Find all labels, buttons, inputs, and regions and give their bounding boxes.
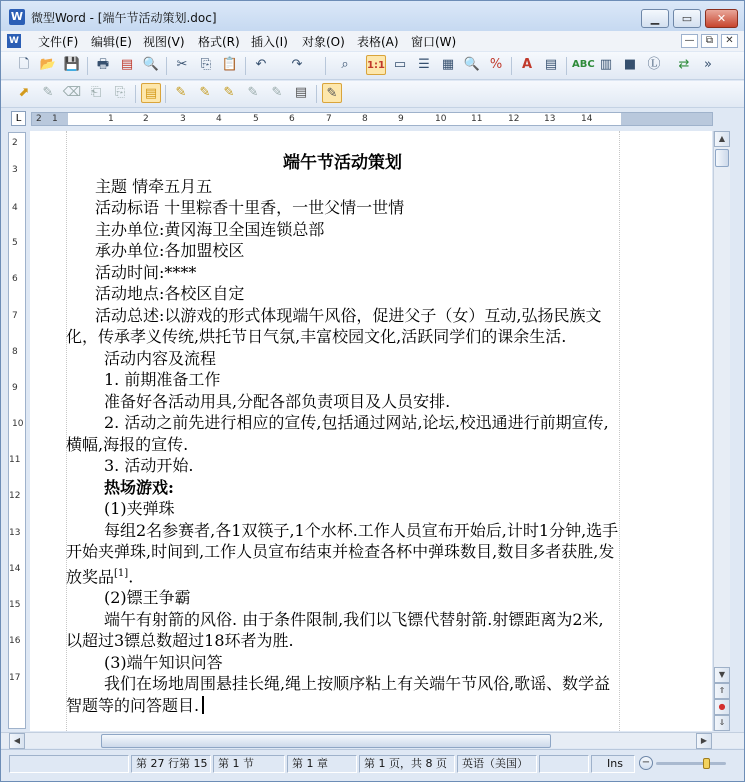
zoom-icon[interactable]: 🔍 (463, 57, 481, 72)
toolbar-separator (325, 57, 326, 75)
window-title: 微型Word - [端午节活动策划.doc] (31, 11, 217, 25)
highlight-icon[interactable]: ▤ (544, 57, 558, 72)
undo-icon[interactable]: ↶ (255, 57, 267, 72)
vertical-scrollbar[interactable] (713, 131, 730, 731)
horizontal-ruler[interactable] (31, 112, 713, 126)
status-line-col: 第 27 行第 15 (131, 755, 211, 773)
vruler-number: 16 (9, 636, 21, 646)
spellcheck-icon[interactable]: ABC (572, 59, 595, 70)
ruler-number: 8 (362, 114, 368, 124)
minimize-button[interactable]: ▁ (641, 9, 669, 28)
ruler-number: 7 (326, 114, 332, 124)
copy-icon[interactable]: ⎘ (200, 57, 212, 72)
doc-restore-button[interactable]: ⧉ (701, 34, 718, 48)
ruler-number: 2 (36, 114, 42, 124)
scroll-up-button[interactable]: ▲ (714, 131, 730, 147)
review-icon[interactable]: ✎ (271, 85, 283, 100)
zoom-slider[interactable] (656, 762, 726, 765)
document-page[interactable] (30, 131, 712, 731)
zoom-out-button[interactable]: − (639, 756, 653, 770)
sync-icon[interactable]: ⇄ (678, 57, 690, 72)
chart-icon[interactable]: ▥ (599, 57, 613, 72)
vertical-scroll-thumb[interactable] (715, 149, 729, 167)
toolbar-separator (87, 57, 88, 75)
vruler-number: 13 (9, 528, 21, 538)
paste-icon[interactable]: 📋 (221, 57, 239, 72)
doc-line-game3: (3)端午知识问答 (104, 652, 223, 672)
zoom-page-icon[interactable]: % (489, 57, 503, 72)
vruler-number: 12 (9, 491, 21, 501)
ruler-number: 9 (398, 114, 404, 124)
footnote-ref[interactable]: [1] (114, 567, 129, 579)
status-blank (9, 755, 129, 773)
game3-desc-text: 我们在场地周围悬挂长绳,绳上按顺序粘上有关端午节风俗,歌谣、数学益智题等的问答题目. (66, 674, 611, 715)
layout-icon[interactable]: 1:1 (366, 55, 386, 75)
vruler-number: 6 (12, 274, 18, 284)
horizontal-scrollbar[interactable] (1, 732, 744, 748)
document-title: 端午节活动策划 (283, 153, 402, 173)
reject-all-icon[interactable]: ✎ (247, 85, 259, 100)
vruler-number: 14 (9, 564, 21, 574)
toolbar-separator (511, 57, 512, 75)
word-app-icon[interactable]: W (10, 10, 24, 23)
edit-icon[interactable]: ✎ (42, 85, 54, 100)
status-page: 第 1 页，共 8 页 (359, 755, 455, 773)
doc-line-game3-desc (66, 673, 619, 716)
vruler-number: 7 (12, 311, 18, 321)
doc-line-slogan: 活动标语 十里粽香十里香，一世父情一世情 (95, 198, 405, 217)
scroll-left-button[interactable]: ◀ (9, 733, 25, 749)
status-bar (1, 749, 744, 781)
doc-line-theme: 主题 情牵五月五 (95, 176, 213, 196)
font-color-icon[interactable]: A (521, 57, 533, 72)
print-icon[interactable]: 🖶 (96, 57, 110, 72)
menu-window[interactable]: 窗口(W) (411, 35, 457, 49)
reject-icon[interactable]: ⎘ (114, 85, 126, 100)
ruler-number: 3 (180, 114, 186, 124)
ruler-number: 1 (52, 114, 58, 124)
open-folder-icon[interactable]: 📂 (39, 57, 57, 72)
document-area[interactable] (30, 131, 712, 731)
review-toolbar (1, 81, 744, 108)
menu-format[interactable]: 格式(R) (198, 35, 240, 49)
page-view-icon[interactable]: ▭ (393, 57, 407, 72)
title-bar (1, 1, 744, 31)
doc-line-time: 活动时间:**** (95, 262, 197, 282)
prev-change-icon[interactable]: ✎ (175, 85, 187, 100)
vruler-number: 11 (9, 455, 21, 465)
status-chapter: 第 1 章 (287, 755, 357, 773)
doc-line-step2: 2. 活动之前先进行相应的宣传,包括通过网站,论坛,校迅通进行前期宣传,横幅,海报的宣传. (66, 413, 609, 454)
track-icon[interactable]: ⬈ (18, 85, 30, 100)
pdf-icon[interactable]: ▤ (120, 57, 134, 72)
doc-line-game1-desc (66, 520, 619, 588)
document-body[interactable] (66, 153, 619, 716)
menu-insert[interactable]: 插入(I) (251, 35, 288, 49)
game1-desc-text: 每组2名参赛者,各1双筷子,1个水杯.工作人员宣布开始后,计时1分钟,选手开始夹弹珠,时间到,工作人员宣布结束并检查各杯中弹珠数目,数目多者获胜,发放奖品 (66, 520, 619, 586)
doc-line-game2-desc: 端午有射箭的风俗. 由于条件限制,我们以飞镖代替射箭.射镖距离为2米,以超过3镖总数超过18环者为胜. (66, 609, 604, 651)
game1-desc-end: . (128, 566, 134, 586)
next-page-button[interactable]: ⇓ (714, 715, 730, 731)
ruler-number: 12 (508, 114, 520, 124)
protect-icon[interactable]: ▤ (294, 85, 308, 100)
doc-line-organizer: 承办单位:各加盟校区 (95, 241, 245, 260)
delete-icon[interactable]: ⌫ (62, 85, 82, 100)
outline-view-icon[interactable]: ☰ (418, 57, 430, 72)
doc-line-game2: (2)镖王争霸 (104, 588, 191, 608)
toolbar-separator (566, 57, 567, 75)
doc-line-step1: 1. 前期准备工作 (104, 370, 221, 389)
comment-icon[interactable]: ▤ (141, 83, 161, 103)
vruler-number: 9 (12, 383, 18, 393)
doc-line-step3: 3. 活动开始. (104, 456, 194, 475)
ruler-number: 11 (471, 114, 483, 124)
redo-icon[interactable]: ↷ (291, 57, 303, 72)
clear-format-icon[interactable]: Ⓛ (647, 57, 661, 72)
web-view-icon[interactable]: ▦ (441, 57, 455, 72)
right-margin-guide (619, 131, 620, 731)
zoom-slider-handle[interactable] (703, 758, 710, 769)
scroll-right-button[interactable]: ▶ (696, 733, 712, 749)
binoculars-icon[interactable]: ⌕ (341, 57, 349, 72)
doc-close-button[interactable]: ✕ (721, 34, 738, 48)
toolbar-separator (135, 85, 136, 103)
ruler-number: 6 (289, 114, 295, 124)
shade-icon[interactable]: ■ (623, 57, 637, 72)
print-preview-icon[interactable]: 🔍 (142, 57, 160, 72)
cut-icon[interactable]: ✂ (176, 57, 188, 72)
ruler-number: 1 (108, 114, 114, 124)
horizontal-scroll-thumb[interactable] (101, 734, 551, 748)
doc-minimize-button[interactable]: — (681, 34, 698, 48)
vruler-number: 17 (9, 673, 21, 683)
maximize-button[interactable]: ▭ (673, 9, 701, 28)
menu-file[interactable]: 文件(F) (38, 35, 79, 49)
close-button[interactable]: ✕ (705, 9, 738, 28)
toolbar-separator (245, 57, 246, 75)
tab-stop-selector[interactable]: L (11, 111, 26, 126)
vruler-number: 3 (12, 165, 18, 175)
next-change-icon[interactable]: ✎ (199, 85, 211, 100)
doc-line-game1: (1)夹弹珠 (104, 499, 175, 518)
toolbar-overflow-button[interactable]: » (704, 57, 712, 72)
new-doc-icon[interactable]: 🗋 (18, 57, 30, 72)
vruler-number: 4 (12, 203, 18, 213)
vertical-ruler[interactable] (8, 132, 26, 729)
menu-table[interactable]: 表格(A) (357, 35, 399, 49)
standard-toolbar (1, 52, 744, 80)
prev-page-button[interactable]: ⇑ (714, 683, 730, 699)
status-blank-2 (539, 755, 589, 773)
vruler-number: 2 (12, 138, 18, 148)
browse-object-button[interactable]: ● (714, 699, 730, 715)
status-section: 第 1 节 (213, 755, 285, 773)
ruler-number: 4 (216, 114, 222, 124)
ruler-number: 5 (253, 114, 259, 124)
doc-line-host: 主办单位:黄冈海卫全国连锁总部 (95, 219, 325, 239)
menu-view[interactable]: 视图(V) (143, 35, 185, 49)
status-insert-mode[interactable]: Ins (591, 755, 635, 773)
notes-icon[interactable]: ✎ (322, 83, 342, 103)
accept-all-icon[interactable]: ✎ (223, 85, 235, 100)
menu-edit[interactable]: 编辑(E) (91, 35, 132, 49)
toolbar-separator (166, 57, 167, 75)
vruler-number: 8 (12, 347, 18, 357)
toolbar-separator (316, 85, 317, 103)
ruler-number: 10 (435, 114, 447, 124)
doc-line-games-header: 热场游戏: (104, 477, 174, 497)
save-icon[interactable]: 💾 (63, 57, 81, 72)
vruler-number: 5 (12, 238, 18, 248)
doc-line-summary: 活动总述:以游戏的形式体现端午风俗，促进父子（女）互动,弘扬民族文化，传承孝义传统,烘托节日气氛,丰富校园文化,活跃同学们的课余生活. (66, 305, 602, 346)
vruler-number: 15 (9, 600, 21, 610)
doc-line-step1-desc: 准备好各活动用具,分配各部负责项目及人员安排. (104, 391, 451, 411)
text-cursor (202, 696, 204, 714)
ruler-number: 14 (581, 114, 593, 124)
vruler-number: 10 (12, 419, 24, 429)
scroll-down-button[interactable]: ▼ (714, 667, 730, 683)
ruler-text-area (68, 113, 621, 125)
ruler-number: 13 (544, 114, 556, 124)
ruler-number: 2 (143, 114, 149, 124)
accept-icon[interactable]: ⎗ (90, 85, 102, 100)
doc-line-place: 活动地点:各校区自定 (95, 284, 245, 303)
menu-object[interactable]: 对象(O) (302, 35, 345, 49)
status-language[interactable]: 英语（美国） (457, 755, 537, 773)
document-menu-icon[interactable]: W (7, 34, 21, 48)
toolbar-separator (165, 85, 166, 103)
doc-line-content-header: 活动内容及流程 (104, 348, 217, 368)
